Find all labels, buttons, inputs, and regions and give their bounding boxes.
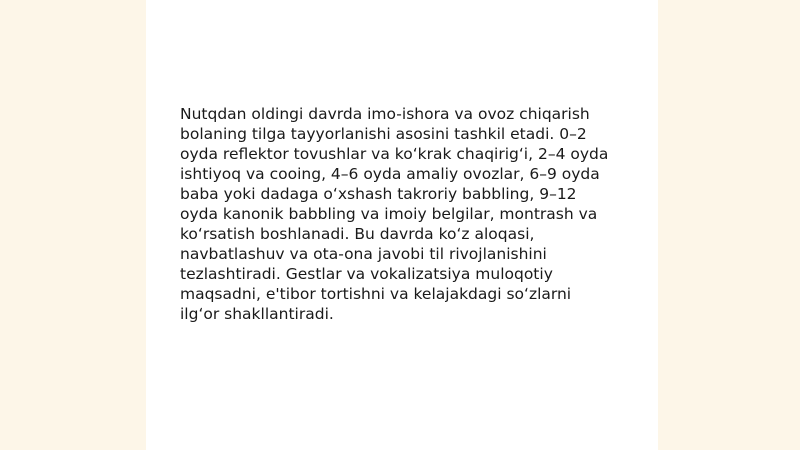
text-line: koʻrsatish boshlanadi. Bu davrda koʻz aloqasi, (180, 225, 535, 243)
document-page (146, 0, 658, 450)
text-line: oyda reflektor tovushlar va koʻkrak chaqirigʻi, 2–4 oyda (180, 145, 609, 163)
text-line: baba yoki dadaga oʻxshash takroriy babbling, 9–12 (180, 185, 577, 203)
text-line: bolaning tilga tayyorlanishi asosini tashkil etadi. 0–2 (180, 125, 587, 143)
text-line: tezlashtiradi. Gestlar va vokalizatsiya muloqotiy (180, 265, 553, 283)
text-line: oyda kanonik babbling va imoiy belgilar, montrash va (180, 205, 598, 223)
text-line: Nutqdan oldingi davrda imo-ishora va ovoz chiqarish (180, 105, 590, 123)
text-line: navbatlashuv va ota-ona javobi til rivojlanishini (180, 245, 547, 263)
text-line: ilgʻor shakllantiradi. (180, 305, 334, 323)
paragraph (180, 104, 640, 324)
text-line: maqsadni, e'tibor tortishni va kelajakdagi soʻzlarni (180, 285, 572, 303)
text-line: ishtiyoq va cooing, 4–6 oyda amaliy ovozlar, 6–9 oyda (180, 165, 600, 183)
